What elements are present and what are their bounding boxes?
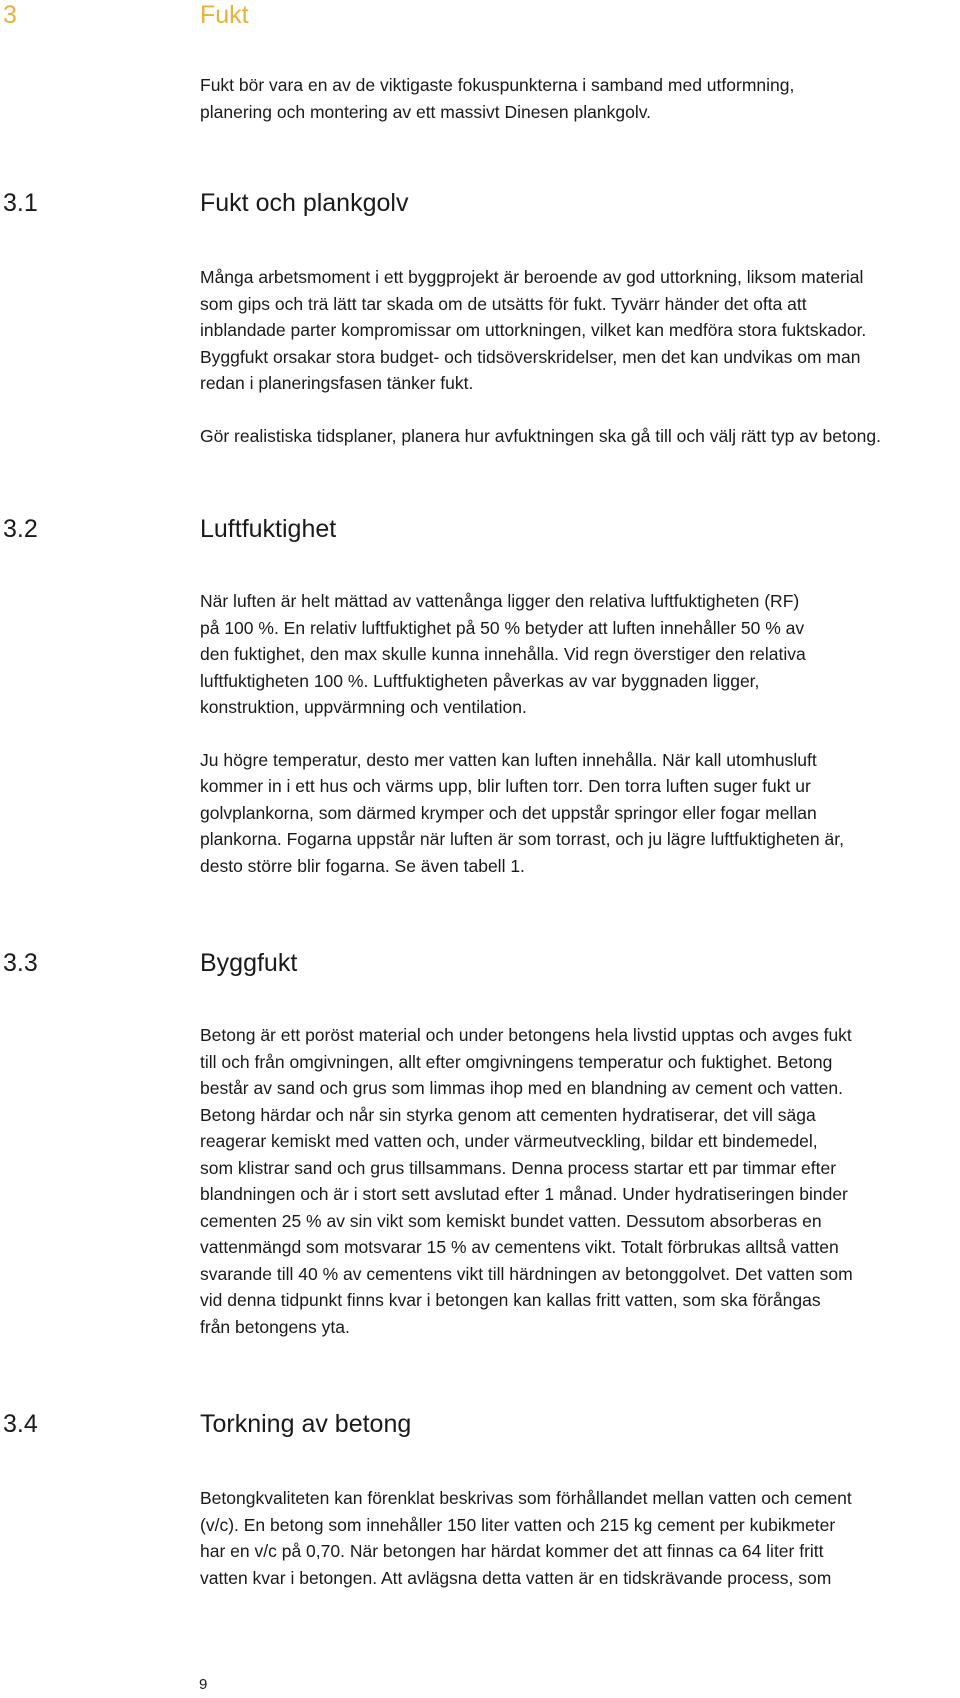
section-title: Luftfuktighet (200, 515, 337, 543)
section-3-1-body (200, 264, 960, 449)
section-number: 3.4 (3, 1410, 38, 1438)
section-paragraph: När luften är helt mättad av vattenånga ligger den relativa luftfuktigheten (RF) på 100 %. En relativ luftfuktighet på 50 % betyder att luften innehåller 50 % av den fuktighet, den max skulle kunna innehålla. Vid regn överstiger den relativa luftfuktigheten 100 %. Luftfuktigheten påverkas av var byggnaden ligger, konstruktion, uppvärmning och ventilation. (200, 591, 806, 717)
section-3-4-body (200, 1485, 960, 1591)
chapter-title: Fukt (200, 1, 249, 29)
section-paragraph: Många arbetsmoment i ett byggprojekt är beroende av god uttorkning, liksom material som gips och trä lätt tar skada om de utsätts för fukt. Tyvärr händer det ofta att inblandade parter kompromissar om uttorkningen, vilket kan medföra stora fuktskador. Byggfukt orsakar stora budget- och tidsöverskridelser, men det kan undvikas om man redan i planeringsfasen tänker fukt. (200, 267, 867, 393)
chapter-intro-paragraph: Fukt bör vara en av de viktigaste fokuspunkterna i samband med utformning, planering och montering av ett massivt Dinesen plankgolv. (200, 75, 795, 122)
chapter-intro (200, 72, 960, 125)
section-title: Byggfukt (200, 949, 298, 977)
section-number: 3.1 (3, 189, 38, 217)
page-number: 9 (199, 1676, 208, 1693)
section-number: 3.2 (3, 515, 38, 543)
section-paragraph: Betong är ett poröst material och under betongens hela livstid upptas och avges fukt till och från omgivningen, allt efter omgivningens temperatur och fuktighet. Betong består av sand och grus som limmas ihop med en blandning av cement och vatten. Betong härdar och når sin styrka genom att cementen hydratiserar, det vill säga reagerar kemiskt med vatten och, under värmeutveckling, bildar ett bindemedel, som klistrar sand och grus tillsammans. Denna process startar ett par timmar efter blandningen och är i stort sett avslutad efter 1 månad. Under hydratiseringen binder cementen 25 % av sin vikt som kemiskt bundet vatten. Dessutom absorberas en vattenmängd som motsvarar 15 % av cementens vikt. Totalt förbrukas alltså vatten svarande till 40 % av cementens vikt till härdningen av betonggolvet. Det vatten som vid denna tidpunkt finns kvar i betongen kan kallas fritt vatten, som ska förångas från betongens yta. (200, 1025, 853, 1337)
section-3-2-body (200, 588, 960, 879)
section-number: 3.3 (3, 949, 38, 977)
section-paragraph: Betongkvaliteten kan förenklat beskrivas som förhållandet mellan vatten och cement (v/c). En betong som innehåller 150 liter vatten och 215 kg cement per kubikmeter har en v/c på 0,70. När betongen har härdat kommer det att finnas ca 64 liter fritt vatten kvar i betongen. Att avlägsna detta vatten är en tidskrävande process, som (200, 1488, 852, 1588)
section-paragraph: Gör realistiska tidsplaner, planera hur avfuktningen ska gå till och välj rätt typ av betong. (200, 425, 881, 446)
section-title: Torkning av betong (200, 1410, 412, 1438)
section-paragraph: Ju högre temperatur, desto mer vatten kan luften innehålla. När kall utomhusluft kommer in i ett hus och värms upp, blir luften torr. Den torra luften suger fukt ur golvplankorna, som därmed krymper och det uppstår springor eller fogar mellan plankorna. Fogarna uppstår när luften är som torrast, och ju lägre luftfuktigheten är, desto större blir fogarna. Se även tabell 1. (200, 749, 844, 876)
chapter-number: 3 (3, 1, 17, 29)
section-title: Fukt och plankgolv (200, 189, 409, 217)
section-3-3-body (200, 1022, 960, 1340)
